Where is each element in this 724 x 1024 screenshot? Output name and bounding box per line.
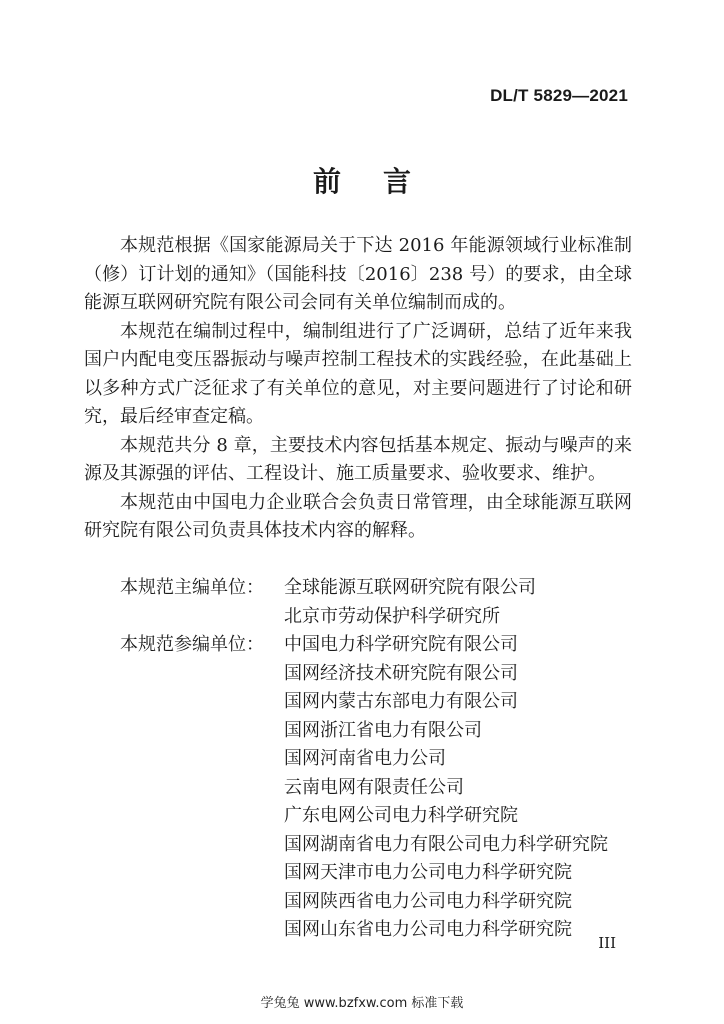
participating-unit: 国网陕西省电力公司电力科学研究院	[284, 890, 572, 912]
participating-unit: 广东电网公司电力科学研究院	[284, 805, 518, 826]
paragraph-1: 本规范根据《国家能源局关于下达 2016 年能源领域行业标准制（修）订计划的通知》（国能科技〔2016〕238 号）的要求，由全球能源互联网研究院有限公司会同有关单位编制而成的。	[84, 235, 632, 313]
chief-unit: 北京市劳动保护科学研究所	[284, 605, 500, 627]
paragraph-3: 本规范共分 8 章，主要技术内容包括基本规定、振动与噪声的来源及其源强的评估、工程设计、施工质量要求、验收要求、维护。	[84, 434, 632, 484]
participating-unit: 国网河南省电力公司	[284, 748, 446, 769]
paragraph-4: 本规范由中国电力企业联合会负责日常管理，由全球能源互联网研究院有限公司负责具体技术内容的解释。	[84, 491, 632, 541]
footer-watermark: 学兔兔 www.bzfxw.com 标准下载	[260, 996, 464, 1011]
participating-units-label: 本规范参编单位：	[120, 634, 264, 655]
participating-unit: 国网内蒙古东部电力有限公司	[284, 691, 518, 712]
participating-unit: 国网湖南省电力有限公司电力科学研究院	[284, 833, 608, 855]
chief-units-label: 本规范主编单位：	[120, 577, 264, 598]
participating-unit: 国网天津市电力公司电力科学研究院	[284, 862, 572, 883]
participating-unit: 国网浙江省电力有限公司	[284, 719, 482, 741]
participating-unit: 中国电力科学研究院有限公司	[284, 634, 518, 655]
chief-unit: 全球能源互联网研究院有限公司	[284, 577, 536, 598]
standard-code: DL/T 5829—2021	[490, 86, 628, 105]
participating-unit: 国网山东省电力公司电力科学研究院	[284, 919, 572, 940]
page-title: 前言	[312, 165, 453, 198]
participating-unit: 云南电网有限责任公司	[284, 776, 464, 798]
page-number: III	[598, 934, 616, 952]
paragraph-2: 本规范在编制过程中，编制组进行了广泛调研，总结了近年来我国户内配电变压器振动与噪声控制工程技术的实践经验，在此基础上以多种方式广泛征求了有关单位的意见，对主要问题进行了讨论和研究，最后经审查定稿。	[84, 320, 632, 427]
participating-units	[120, 631, 608, 945]
chief-units	[120, 574, 536, 631]
preface-body	[84, 232, 632, 546]
participating-unit: 国网经济技术研究院有限公司	[284, 662, 518, 684]
